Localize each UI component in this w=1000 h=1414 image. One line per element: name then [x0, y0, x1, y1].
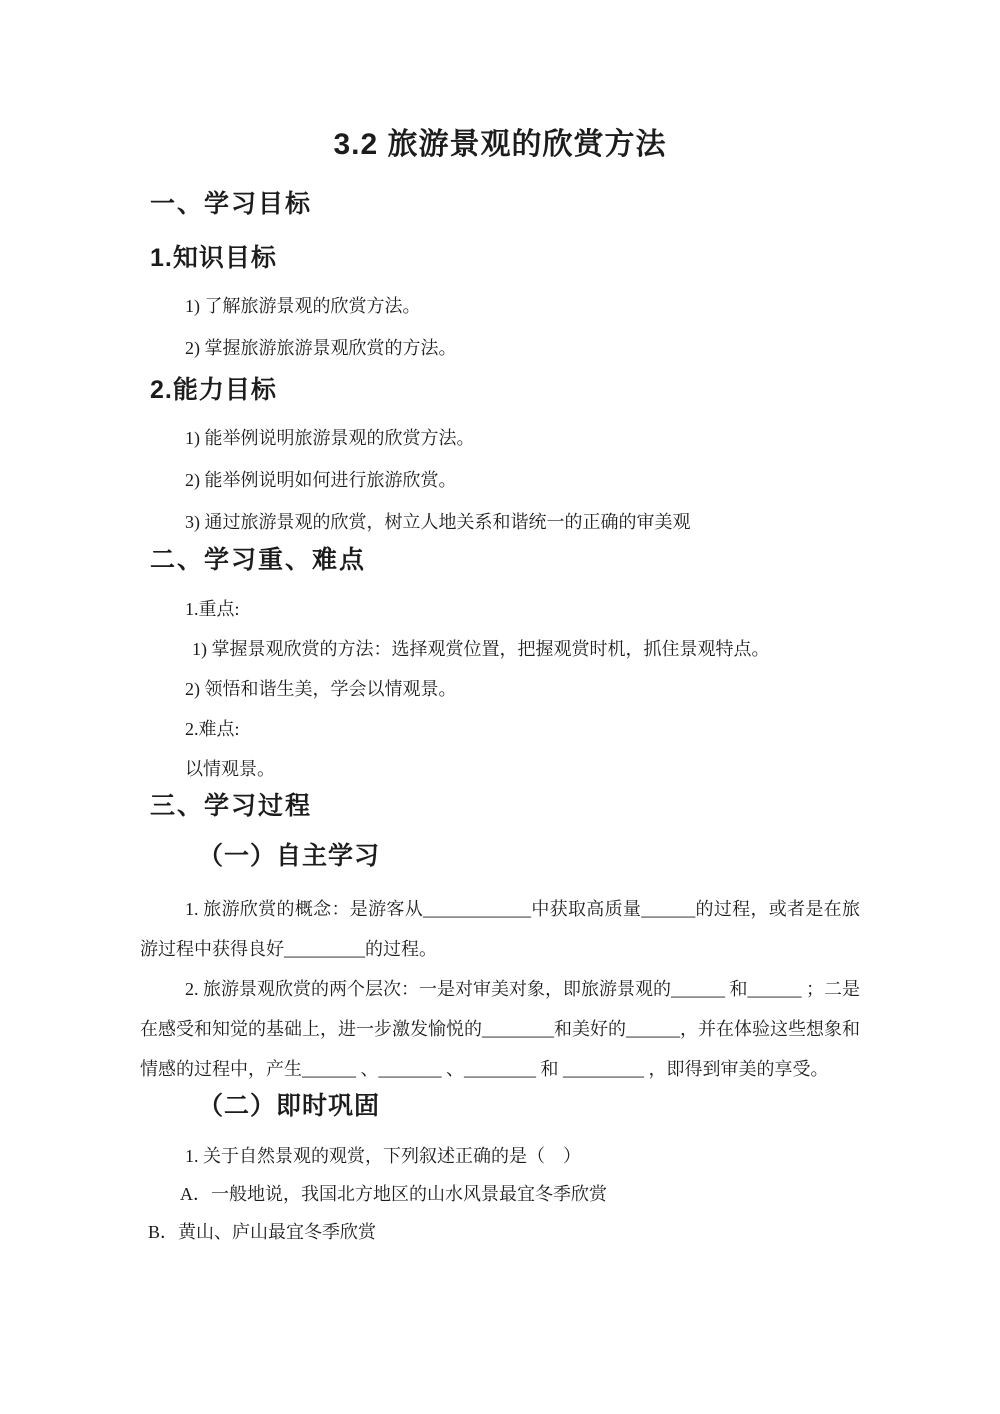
subheading-ability-goals: 2.能力目标	[150, 376, 277, 404]
ability-goal-item: 2) 能举例说明如何进行旅游欣赏。	[185, 470, 457, 490]
knowledge-goal-item: 2) 掌握旅游旅游景观欣赏的方法。	[185, 338, 457, 358]
quiz-question: 1. 关于自然景观的观赏，下列叙述正确的是（ ）	[185, 1146, 581, 1166]
knowledge-goal-item: 1) 了解旅游景观的欣赏方法。	[185, 296, 421, 316]
key-point-item: 2) 领悟和谐生美，学会以情观景。	[185, 679, 457, 699]
key-point-item: 1) 掌握景观欣赏的方法：选择观赏位置，把握观赏时机，抓住景观特点。	[192, 639, 770, 659]
key-points-label: 1.重点:	[185, 599, 240, 619]
section-heading-key-difficult-points: 二、学习重、难点	[150, 546, 367, 574]
ability-goal-item: 1) 能举例说明旅游景观的欣赏方法。	[185, 428, 475, 448]
quiz-option-a: A．一般地说，我国北方地区的山水风景最宜冬季欣赏	[180, 1184, 607, 1204]
difficult-points-label: 2.难点:	[185, 719, 240, 739]
subheading-instant-consolidation: （二）即时巩固	[198, 1092, 381, 1120]
fill-blank-paragraph-concept: 1. 旅游欣赏的概念：是游客从____________中获取高质量______的过程，或者是在旅游过程中获得良好_________的过程。	[140, 899, 860, 959]
section-heading-learning-goals: 一、学习目标	[150, 190, 313, 218]
page-title: 3.2 旅游景观的欣赏方法	[333, 128, 667, 161]
subheading-self-study: （一）自主学习	[198, 842, 381, 870]
ability-goal-item: 3) 通过旅游景观的欣赏，树立人地关系和谐统一的正确的审美观	[185, 512, 691, 532]
quiz-option-b: B．黄山、庐山最宜冬季欣赏	[148, 1222, 377, 1242]
difficult-point-item: 以情观景。	[185, 759, 275, 779]
subheading-knowledge-goals: 1.知识目标	[150, 244, 277, 272]
fill-blank-paragraph-levels: 2. 旅游景观欣赏的两个层次：一是对审美对象，即旅游景观的______ 和______ ；二是在感受和知觉的基础上，进一步激发愉悦的________和美好的______，并在体验这些想象和情感的过程中，产生______ 、_______ 、________ 和 _________ ，即得到审美的享受。	[140, 979, 860, 1079]
section-heading-learning-process: 三、学习过程	[150, 792, 313, 820]
